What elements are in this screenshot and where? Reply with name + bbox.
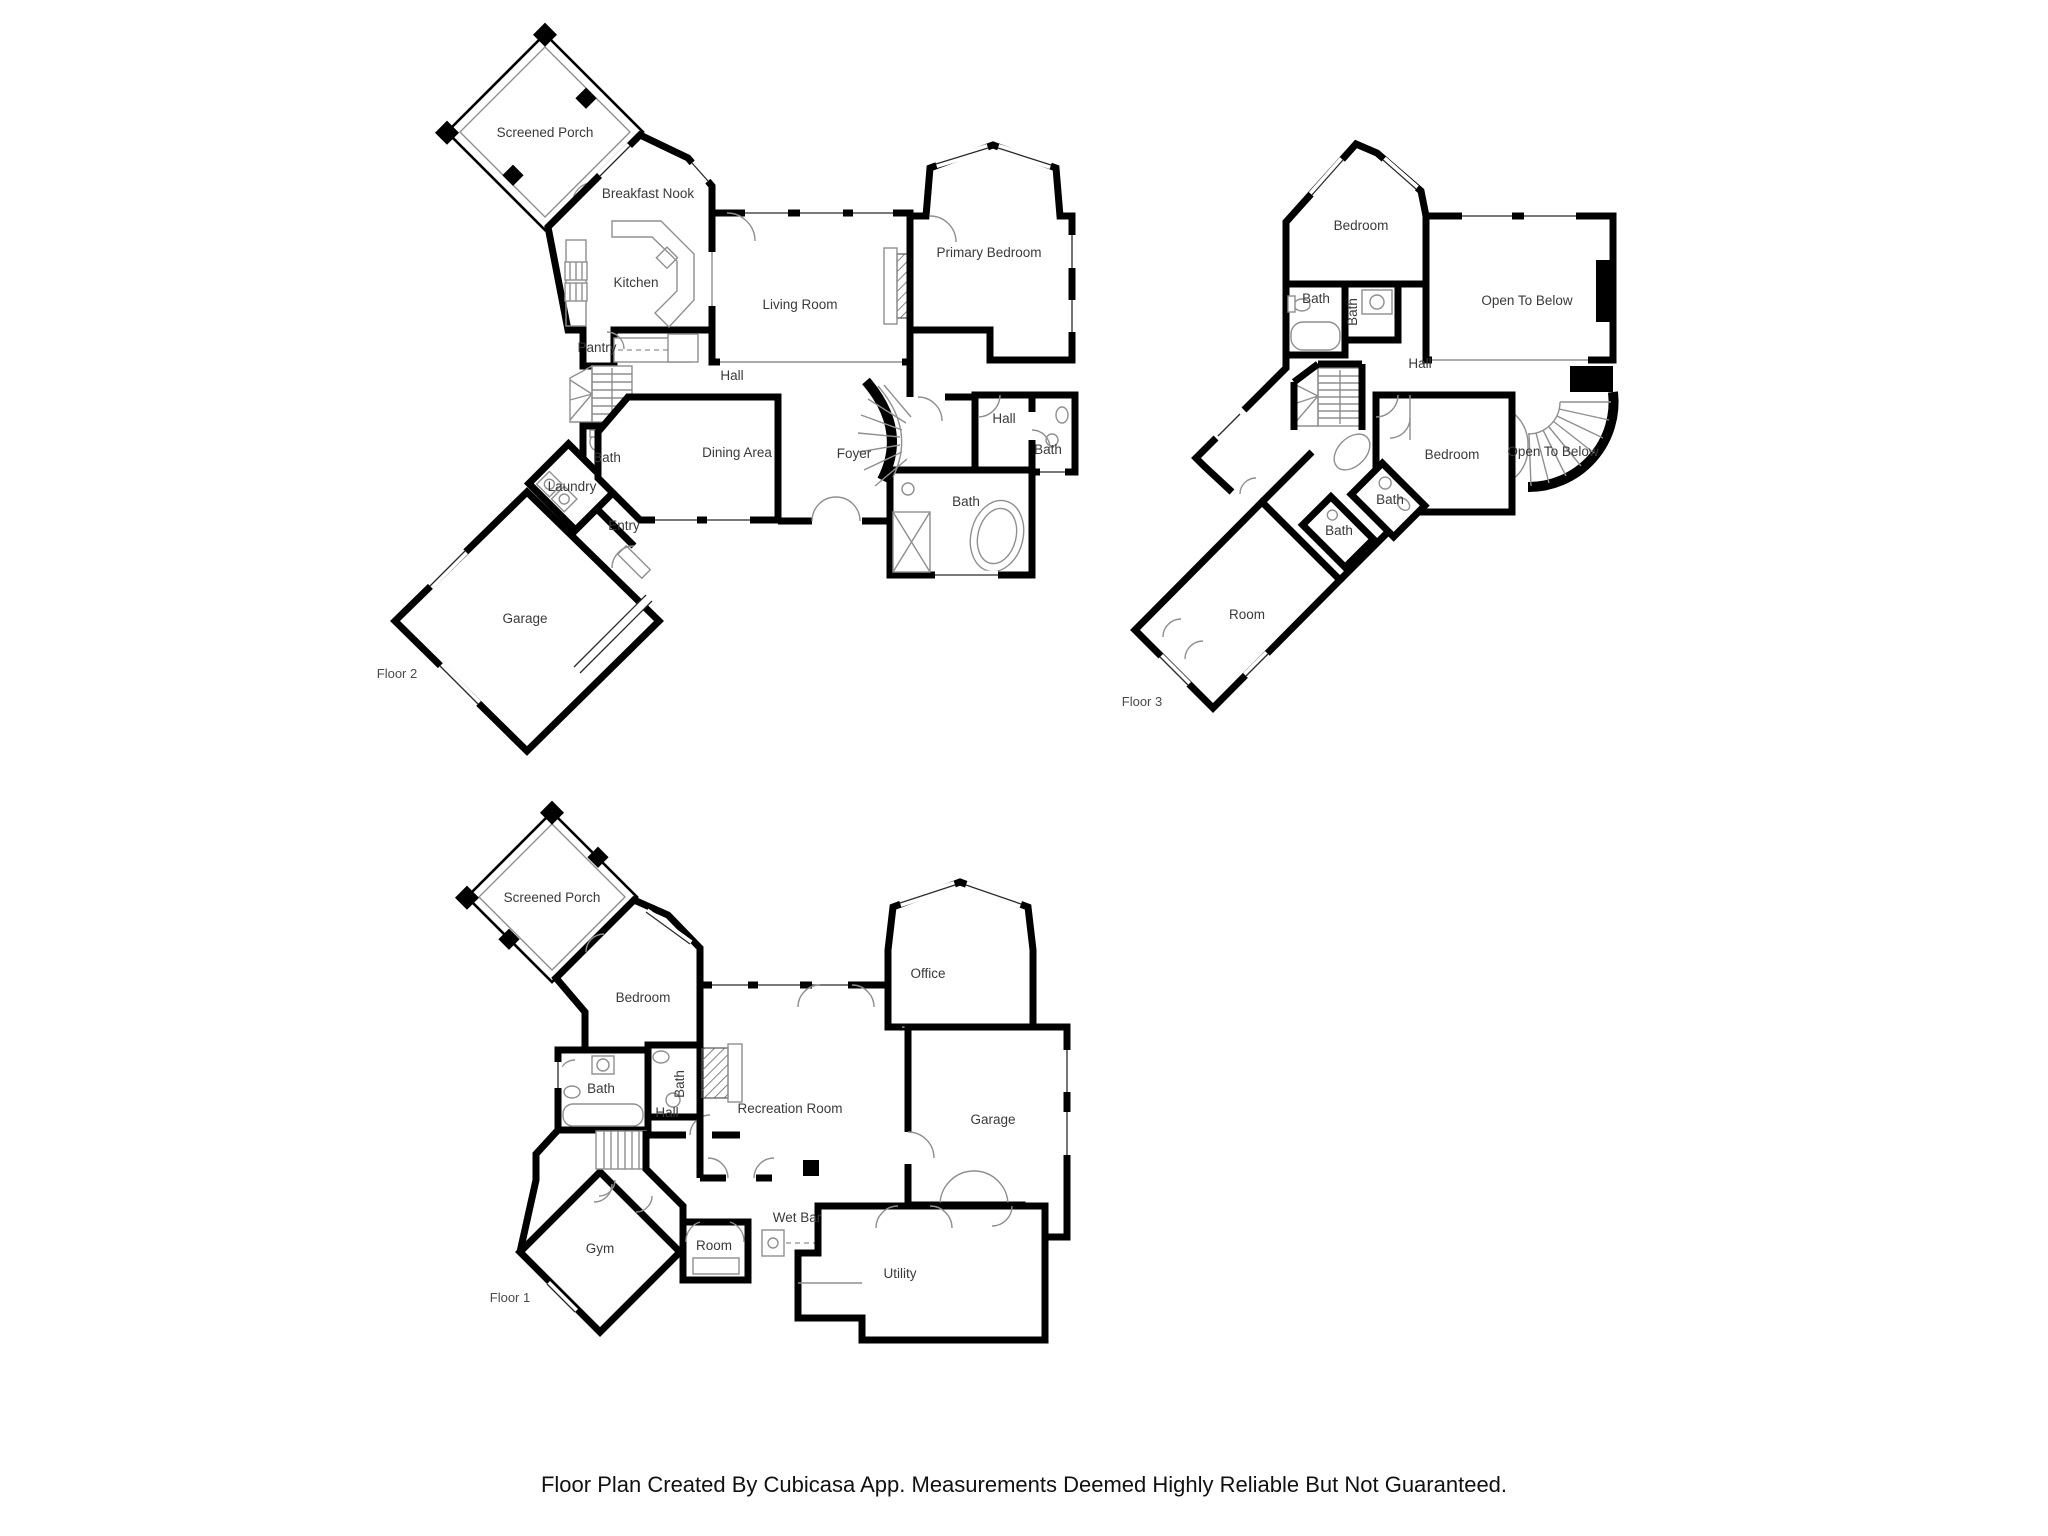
bathtub <box>1291 322 1340 350</box>
room-label-breakfast-nook: Breakfast Nook <box>601 186 695 201</box>
room-label-dining-area: Dining Area <box>702 445 772 460</box>
room-label-recreation-room: Recreation Room <box>737 1101 843 1116</box>
floor-2-label: Floor 2 <box>376 666 418 681</box>
door-arc <box>836 497 860 521</box>
floor1-recreation-room <box>700 985 908 1178</box>
room-label-bath: Bath <box>1302 291 1330 306</box>
room-label-bedroom2: Bedroom <box>1424 447 1480 462</box>
door-arc <box>918 397 942 421</box>
floor-2-plan <box>377 23 1075 751</box>
bathtub <box>1327 427 1376 476</box>
floor3-open-to-below <box>1426 216 1613 360</box>
door-arc <box>1240 478 1256 494</box>
room-label-hall: Hall <box>1408 356 1432 371</box>
room-label-open-to-below2: Open To Below <box>1507 444 1599 459</box>
room-label-room: Room <box>1228 607 1266 622</box>
room-label-office: Office <box>910 966 946 981</box>
room-label-screened-porch: Screened Porch <box>503 890 601 905</box>
door-arc <box>812 497 836 521</box>
floor-1-label: Floor 1 <box>489 1290 531 1305</box>
room-label-open-to-below: Open To Below <box>1481 293 1573 308</box>
room-label-bath-vertical: Bath <box>1345 298 1360 326</box>
room-label-wet-bar: Wet Bar <box>772 1210 822 1225</box>
room-label-screened-porch: Screened Porch <box>496 125 594 140</box>
room-label-hall: Hall <box>720 368 744 383</box>
floor1-office <box>888 882 1033 1047</box>
room-label-bath2: Bath <box>1034 442 1062 457</box>
room-label-room: Room <box>695 1238 733 1253</box>
floor3-stairs <box>1294 364 1362 430</box>
floor2-living-room <box>712 213 912 362</box>
floor-3-label: Floor 3 <box>1121 694 1163 709</box>
room-label-bath3: Bath <box>1376 492 1404 507</box>
floor1-utility <box>798 1206 1045 1340</box>
floor2-hall2-bath <box>975 395 1075 472</box>
room-label-laundry: Laundry <box>547 479 597 494</box>
chimney <box>1596 260 1613 322</box>
room-label-pantry: Pantry <box>577 340 617 355</box>
room-label-bath3: Bath <box>952 494 980 509</box>
bathtub <box>563 1104 643 1126</box>
room-label-hall2: Hall <box>992 411 1016 426</box>
room-label-bedroom: Bedroom <box>1333 218 1389 233</box>
room-label-garage: Garage <box>970 1112 1016 1127</box>
footer-disclaimer: Floor Plan Created By Cubicasa App. Measurements Deemed Highly Reliable But Not Guaranteed. <box>540 1472 1508 1497</box>
room-label-bedroom: Bedroom <box>615 990 671 1005</box>
room-label-utility: Utility <box>883 1266 917 1281</box>
room-label-entry: Entry <box>608 518 640 533</box>
floor2-primary-bath <box>890 470 1032 577</box>
fireplace <box>702 1048 728 1098</box>
room-label-garage: Garage <box>502 611 548 626</box>
room-label-living-room: Living Room <box>762 297 838 312</box>
furnace <box>803 1160 819 1176</box>
room-label-bath: Bath <box>587 1081 615 1096</box>
room-label-primary-bedroom: Primary Bedroom <box>936 245 1042 260</box>
room-label-bath: Bath <box>593 450 621 465</box>
room-label-gym: Gym <box>585 1241 615 1256</box>
room-label-kitchen: Kitchen <box>613 275 659 290</box>
floor-3-plan <box>1122 144 1614 709</box>
room-label-bath-vertical: Bath <box>672 1070 687 1098</box>
room-label-foyer: Foyer <box>836 446 872 461</box>
room-label-bath4: Bath <box>1325 523 1353 538</box>
room-label-hall: Hall <box>655 1105 679 1120</box>
floor-1-plan <box>455 801 1067 1340</box>
